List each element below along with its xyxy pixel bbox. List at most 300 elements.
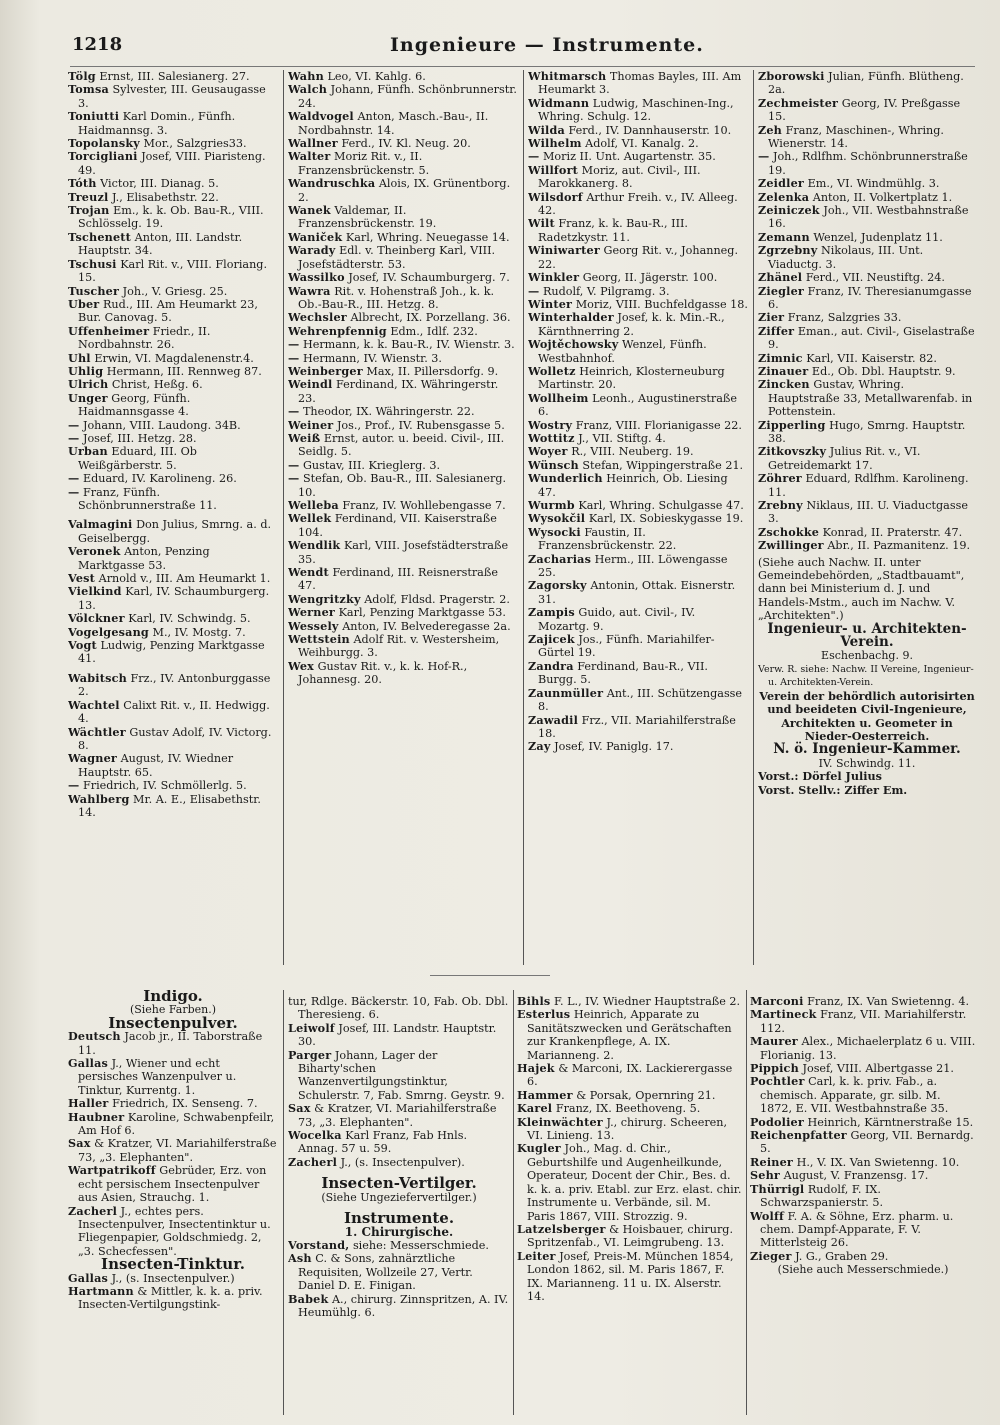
directory-entry [750,1035,976,1062]
entry-name: Weiß [288,430,321,445]
directory-entry [517,1102,742,1115]
entry-name: Zhänel [758,270,803,285]
entry-details: Alois, IX. Grünentborg. 2. [298,177,511,204]
entry-name: Winiwarter [528,243,600,258]
entry-details: Jos., Fünfh. Mariahilfer-Gürtel 19. [538,633,715,660]
directory-entry [750,1169,976,1182]
entry-name: Zacherl [68,1203,118,1218]
entry-name: Sax [288,1101,311,1116]
directory-entry [528,137,748,150]
entry-details: Adolf, Fldsd. Pragerstr. 2. [364,592,510,606]
directory-entry [288,311,518,324]
entry-details: Franz, k. k. Bau-R., III. Radetzkystr. 11. [538,217,688,244]
entry-name: Leiwolf [288,1020,335,1035]
directory-entry [68,1285,278,1312]
entry-name: Reichenpfatter [750,1128,847,1143]
directory-entry [288,244,518,271]
vertilger-title: Insecten-Vertilger. [321,1174,477,1193]
directory-entry [68,177,278,190]
entry-name: — [288,350,300,365]
directory-entry [750,1075,976,1115]
directory-entry [288,110,518,137]
entry-name: Parger [288,1047,332,1062]
directory-entry [750,1210,976,1250]
directory-entry [68,1057,278,1097]
entry-name: — [288,404,300,419]
entry-name: Veronek [68,544,121,559]
entry-details: Stefan, Ob. Bau-R., III. Salesianerg. 10. [298,472,507,499]
directory-entry [528,97,748,124]
entry-name: Tóth [68,176,97,191]
directory-entry [528,445,748,458]
directory-entry [750,1250,976,1263]
directory-entry [758,191,976,204]
directory-entry [528,432,748,445]
col4-note: (Siehe auch Nachw. II. unter Gemeindebehörden, „Stadtbauamt", dann bei Ministerium d. J. und Handels-Mstm., auch im Nachw. V. „Architekten".) [758,555,965,623]
page-title: Ingenieure — Instrumente. [390,34,704,56]
directory-entry [758,419,976,446]
entry-name: Wengritzky [288,591,361,606]
entry-name: Tomsa [68,82,109,97]
directory-entry [750,1156,976,1169]
entry-name: Waldvogel [288,109,354,124]
directory-entry [68,285,278,298]
directory-entry [68,83,278,110]
entry-name: — [528,149,540,164]
entry-name: Pochtler [750,1074,805,1089]
directory-entry [758,231,976,244]
directory-entry [68,518,278,545]
entry-details: Karl, Whring. Schulgasse 47. [578,499,744,512]
lower-column-3-entries [517,995,742,1303]
directory-entry [517,1250,742,1304]
entry-name: Zemann [758,229,810,244]
directory-entry [68,137,278,150]
entry-name: Wex [288,658,315,673]
entry-name: Wolletz [528,363,576,378]
entry-details: Ernst, autor. u. beeid. Civil-, III. Seidlg. 5. [298,431,505,459]
directory-entry [528,472,748,499]
entry-name: Wandruschka [288,176,376,191]
entry-name: Podolier [750,1114,804,1129]
entry-details: Ferdinand, VII. Kaiserstraße 104. [298,512,497,539]
column-divider [523,70,524,965]
directory-entry [528,392,748,419]
directory-entry [288,606,518,619]
entry-name: Wächtler [68,724,126,739]
entry-name: Zacherl [288,1154,338,1169]
directory-entry [758,539,976,552]
entry-details: Heinrich, Apparate zu Sanitätszwecken und Gerätschaften zur Krankenpflege, A. IX. Marianneng. 2. [527,1008,732,1062]
entry-name: Reiner [750,1154,794,1169]
directory-entry [68,1272,278,1285]
directory-entry [288,1293,510,1320]
entry-details: Georg, VII. Bernardg. 5. [760,1129,974,1156]
entry-details: Hermann, IV. Wienstr. 3. [302,351,442,365]
entry-details: Ferdinand, III. Reisnerstraße 47. [298,566,498,593]
entry-details: Wenzel, Judenplatz 11. [813,230,943,244]
entry-details: Edl. v. Theinberg Karl, VIII. Josefstädterstr. 53. [298,244,496,271]
entry-name: Wocelka [288,1128,342,1143]
entry-details: Franz, Salzgries 33. [787,311,902,325]
entry-name: Wellek [288,511,332,526]
column-divider [283,990,284,1415]
entry-details: Anton, III. Landstr. Hauptstr. 34. [78,230,243,258]
entry-name: Wollheim [528,390,589,405]
verein-title: Ingenieur- u. Architekten-Verein. [767,620,967,651]
directory-entry [68,672,278,699]
entry-details: Anton, Penzing Marktgasse 53. [78,545,210,572]
directory-entry [750,1008,976,1035]
entry-details: Johann, Fünfh. Schönbrunnerstr. 24. [298,83,517,110]
entry-name: Wolff [750,1208,784,1223]
tinktur-title: Insecten-Tinktur. [101,1255,245,1274]
entry-details: Franz, Maschinen-, Whring. Wienerstr. 14. [768,123,944,151]
entry-details: Ludwig, Maschinen-Ing., Whring. Schulg. 12. [538,96,734,124]
directory-entry [288,593,518,606]
directory-entry [288,231,518,244]
entry-details: Wenzel, Fünfh. Westbahnhof. [538,338,707,365]
entry-name: Wojtěchowsky [528,337,619,352]
entry-name: Uffenheimer [68,323,150,338]
entry-details: & Kratzer, VI. Mariahilferstraße 73, „3. Elephanten". [78,1137,277,1164]
directory-entry [528,499,748,512]
verein-address: Eschenbachg. 9. [821,649,913,663]
directory-entry [750,1062,976,1075]
directory-entry [288,419,518,432]
entry-details: J., VII. Stiftg. 4. [578,431,666,445]
entry-name: Hammer [517,1087,573,1102]
chirurgische-title: 1. Chirurgische. [344,1224,454,1239]
entry-name: Zagorsky [528,578,587,593]
directory-entry [750,995,976,1008]
entry-name: Toniutti [68,109,120,124]
entry-details: Gustav Adolf, IV. Victorg. 8. [78,725,272,752]
entry-name: — [68,484,80,499]
entry-details: Moriz II. Unt. Augartenstr. 35. [542,150,716,164]
directory-entry [68,699,278,726]
entry-name: Ulrich [68,377,109,392]
directory-entry [517,1142,742,1222]
entry-details: & Porsak, Opernring 21. [576,1088,716,1102]
entry-name: Völckner [68,611,125,626]
entry-details: Franz, Fünfh. Schönbrunnerstraße 11. [78,485,217,512]
directory-entry [68,793,278,820]
entry-name: Wagner [68,751,118,766]
directory-entry [68,626,278,639]
entry-details: Karl, IV. Schwindg. 5. [128,612,251,626]
entry-details: Mr. A. E., Elisabethstr. 14. [78,792,261,819]
entry-name: Wunderlich [528,471,603,486]
directory-entry [68,258,278,285]
kammer-address: IV. Schwindg. 11. [818,756,916,770]
entry-name: Winterhalder [528,310,614,325]
directory-entry [528,633,748,660]
entry-details: Franz, IV. Theresianumgasse 6. [768,284,972,311]
directory-entry [288,70,518,83]
directory-entry [528,338,748,365]
entry-details: Heinrich, Klosterneuburg Martinstr. 20. [538,364,725,392]
entry-details: Franz, VII. Mariahilferstr. 112. [760,1008,967,1035]
entry-details: siehe: Messerschmiede. [352,1238,489,1252]
directory-entry [288,432,518,459]
entry-details: Alex., Michaelerplatz 6 u. VIII. Florianig. 13. [760,1035,976,1062]
directory-entry [288,472,518,499]
directory-entry [528,459,748,472]
entry-details: J., (s. Insectenpulver.) [111,1271,235,1285]
entry-name: Marconi [750,995,804,1008]
directory-entry [528,124,748,137]
entry-name: Wartpatrikoff [68,1163,156,1178]
entry-details: Gustav, Whring. Hauptstraße 33, Metallwarenfab. in Pottenstein. [768,378,973,419]
entry-name: Tölg [68,70,96,83]
entry-details: Jos., Prof., IV. Rubensgasse 5. [336,418,505,432]
page-number: 1218 [72,34,123,55]
entry-details: Josef, k. k. Min.-R., Kärnthnerring 2. [538,311,725,338]
directory-entry [288,459,518,472]
directory-entry [528,687,748,714]
directory-entry [758,365,976,378]
entry-name: Wostry [528,417,573,432]
entry-name: Vorstand, [288,1237,350,1252]
entry-name: Zelenka [758,189,810,204]
entry-details: Rud., III. Am Heumarkt 23, Bur. Canovag. 5. [78,297,258,325]
entry-name: Hartmann [68,1283,134,1298]
entry-name: Babek [288,1291,329,1306]
entry-details: Moriz, VIII. Buchfeldgasse 18. [575,297,748,311]
entry-name: Whitmarsch [528,70,607,83]
entry-details: Albrecht, IX. Porzellang. 36. [350,311,511,325]
entry-details: Karl, Penzing Marktgasse 53. [338,606,506,620]
entry-name: Zwillinger [758,538,824,553]
entry-name: Ziegler [758,283,805,298]
directory-entry [68,779,278,792]
entry-name: Zincken [758,377,810,392]
entry-details: Karl Rit. v., VIII. Floriang. 15. [78,257,268,285]
entry-name: Wilda [528,122,565,137]
directory-entry [68,204,278,231]
kammer-vorstand: Vorst.: Dörfel Julius [758,769,882,784]
directory-entry [68,365,278,378]
entry-details: M., IV. Mostg. 7. [152,625,246,639]
entry-details: Friedrich, IX. Senseng. 7. [112,1097,258,1111]
entry-details: Friedr., II. Nordbahnstr. 26. [78,324,211,352]
directory-entry [758,204,976,231]
entry-details: Herm., III. Löwengasse 25. [538,552,728,580]
directory-entry [528,512,748,525]
directory-entry [68,150,278,177]
entry-name: Urban [68,444,108,459]
directory-entry [750,1183,976,1210]
directory-entry [68,352,278,365]
entry-details: Friedrich, IV. Schmöllerlg. 5. [82,779,247,793]
directory-entry [68,472,278,485]
entry-name: Zechmeister [758,95,839,110]
directory-entry [528,606,748,633]
entry-details: Sylvester, III. Geusaugasse 3. [78,83,266,110]
entry-name: Zeiniczek [758,203,820,218]
entry-details: Em., k. k. Ob. Bau-R., VIII. Schlösselg. 19. [78,204,264,231]
entry-name: Wünsch [528,457,579,472]
directory-entry [68,1097,278,1110]
entry-details: Josef, VIII. Albertgasse 21. [802,1062,954,1076]
entry-name: — [758,149,770,164]
directory-entry [68,1205,278,1259]
directory-entry [68,432,278,445]
entry-details: Abr., II. Pazmanitenz. 19. [827,539,971,553]
directory-entry [288,378,518,405]
entry-name: Winkler [528,270,580,285]
lower-col4-footnote: (Siehe auch Messerschmiede.) [777,1263,949,1277]
directory-entry [517,1062,742,1089]
instrumente-title: Instrumente. [343,1209,455,1228]
directory-entry [758,311,976,324]
entry-details: Hermann, k. k. Bau-R., IV. Wienstr. 3. [302,338,515,352]
entry-details: Leonh., Augustinerstraße 6. [538,391,737,419]
entry-details: Karl, VIII. Josefstädterstraße 35. [298,539,509,566]
entry-details: Franz, IX. Van Swietenng. 4. [807,995,970,1008]
entry-name: Wallner [288,136,338,151]
entry-details: Don Julius, Smrng. a. d. Geiselbergg. [78,518,272,545]
entry-name: Wilhelm [528,136,582,151]
directory-entry [528,311,748,338]
entry-details: Anton, IV. Belvederegasse 2a. [342,619,511,633]
directory-entry [288,620,518,633]
entry-name: Zier [758,310,785,325]
directory-entry [288,338,518,351]
directory-entry [288,83,518,110]
entry-details: Mor., Salzgries33. [143,137,247,151]
directory-entry [68,231,278,258]
directory-entry [517,995,742,1008]
column-divider [746,990,747,1415]
entry-name: Zschokke [758,524,820,539]
entry-name: Karel [517,1101,553,1116]
directory-entry [758,124,976,151]
directory-entry [288,1239,510,1252]
column-4 [758,70,976,970]
entry-name: — [528,283,540,298]
kammer-vorstand-stellv: Vorst. Stellv.: Ziffer Em. [758,782,908,797]
entry-name: Uhl [68,350,91,365]
entry-details: Faustin, II. Franzensbrückenstr. 22. [538,525,677,553]
entry-name: Vogt [68,638,97,653]
directory-entry [517,1116,742,1143]
entry-details: Arnold v., III. Am Heumarkt 1. [98,572,271,586]
entry-name: Walter [288,149,331,164]
entry-name: Zaunmüller [528,685,604,700]
entry-name: Valmagini [68,517,133,532]
entry-details: Johann, VIII. Laudong. 34B. [82,418,241,432]
section-rule [430,975,550,976]
entry-details: Joh., Rdlfhm. Schönbrunnerstraße 19. [768,150,968,177]
entry-name: — [68,430,80,445]
entry-name: Leiter [517,1248,556,1263]
entry-name: Tuscher [68,283,120,298]
entry-details: Ferdinand, IX. Währingerstr. 23. [298,378,499,405]
entry-details: Stefan, Wippingerstraße 21. [582,458,744,472]
directory-entry [68,572,278,585]
directory-entry [68,585,278,612]
directory-entry [288,566,518,593]
directory-entry [758,244,976,271]
entry-details: Rit. v. Hohenstraß Joh., k. k. Ob.-Bau-R., III. Hetzg. 8. [298,284,495,311]
entry-details: Eman., aut. Civil-, Giselastraße 9. [768,324,975,352]
entry-name: Vogelgesang [68,624,149,639]
directory-entry [517,1089,742,1102]
entry-details: Ferd., IV. Kl. Neug. 20. [341,137,471,151]
directory-entry [288,499,518,512]
entry-details: Gustav Rit. v., k. k. Hof-R., Johannesg. 20. [298,659,468,687]
entry-details: Jacob jr., II. Taborstraße 11. [78,1030,263,1057]
entry-details: Carl, k. k. priv. Fab., a. chemisch. Apparate, gr. silb. M. 1872, E. VII. Westbahnstraße 35. [760,1075,949,1116]
entry-details: Josef, VIII. Piaristeng. 49. [78,150,266,177]
entry-name: Wabitsch [68,670,127,685]
entry-name: Sax [68,1136,91,1151]
verein-2: Verein der behördlich autorisirten und beeideten Civil-Ingenieure, Architekten u. Geometer in Nieder-Oesterreich. [759,688,975,743]
entry-details: R., VIII. Neuberg. 19. [571,445,694,459]
entry-details: Guido, aut. Civil-, IV. Mozartg. 9. [538,606,696,633]
entry-name: Gallas [68,1270,109,1285]
entry-name: Gallas [68,1056,109,1071]
directory-entry [528,285,748,298]
directory-entry [288,405,518,418]
entry-details: August, IV. Wiedner Hauptstr. 65. [78,752,234,779]
entry-details: J., (s. Insectenpulver). [340,1155,465,1169]
entry-name: — [68,417,80,432]
entry-details: Max, II. Pillersdorfg. 9. [366,364,499,378]
entry-name: Wahlberg [68,791,130,806]
entry-details: Josef, Preis-M. München 1854, London 1862, sil. M. Paris 1867, F. IX. Marianneng. 11 u. IX. Alserstr. 14. [527,1249,734,1303]
indigo-note: (Siehe Farben.) [129,1003,217,1017]
entry-details: Konrad, II. Praterstr. 47. [822,525,963,539]
directory-entry [288,660,518,687]
entry-details: Karl Domin., Fünfh. Haidmannsg. 3. [78,110,236,137]
entry-details: Karoline, Schwabenpfeilr, Am Hof 6. [78,1110,275,1138]
entry-details: Heinrich, Kärntnerstraße 15. [807,1115,974,1129]
entry-details: Eduard, III. Ob Weißgärberstr. 5. [78,445,197,472]
entry-name: Tschenett [68,229,132,244]
entry-details: Franz, VIII. Florianigasse 22. [575,418,742,432]
entry-details: J., echtes pers. Insectenpulver, Insectentinktur u. Fliegenpapier, Goldschmiedg. 2, „3. Schecfessen". [78,1204,271,1258]
directory-entry [68,1030,278,1057]
entry-details: H., V. IX. Van Swietenng. 10. [796,1155,960,1169]
directory-entry [288,995,510,1022]
directory-entry [68,110,278,137]
entry-name: Wettstein [288,632,350,647]
directory-entry [288,352,518,365]
entry-details: tur, Rdlge. Bäckerstr. 10, Fab. Ob. Dbl. Theresieng. 6. [288,995,509,1022]
entry-details: Frz., IV. Antonburggasse 2. [78,671,271,699]
vertilger-note: (Siehe Ungeziefervertilger.) [321,1190,477,1204]
entry-details: Karl, IV. Schaumburgerg. 13. [78,585,270,612]
entry-name: Wanek [288,203,331,218]
directory-entry [758,472,976,499]
entry-name: Weinberger [288,363,363,378]
entry-name: Wassilko [288,270,345,285]
directory-entry [288,512,518,539]
entry-details: August, V. Franzensg. 17. [783,1169,929,1183]
directory-entry [68,378,278,391]
directory-entry [758,325,976,352]
entry-details: Christ, Heßg. 6. [111,378,203,392]
entry-name: Esterlus [517,1007,571,1022]
entry-details: & Hoisbauer, chirurg. Spritzenfab., VI. Leimgrubeng. 13. [527,1222,734,1250]
entry-name: Zgrzebny [758,243,818,258]
entry-details: J., Wiener und echt persisches Wanzenpulver u. Tinktur, Kurrentg. 1. [78,1057,237,1097]
entry-name: Tschusi [68,256,117,271]
directory-entry [758,526,976,539]
